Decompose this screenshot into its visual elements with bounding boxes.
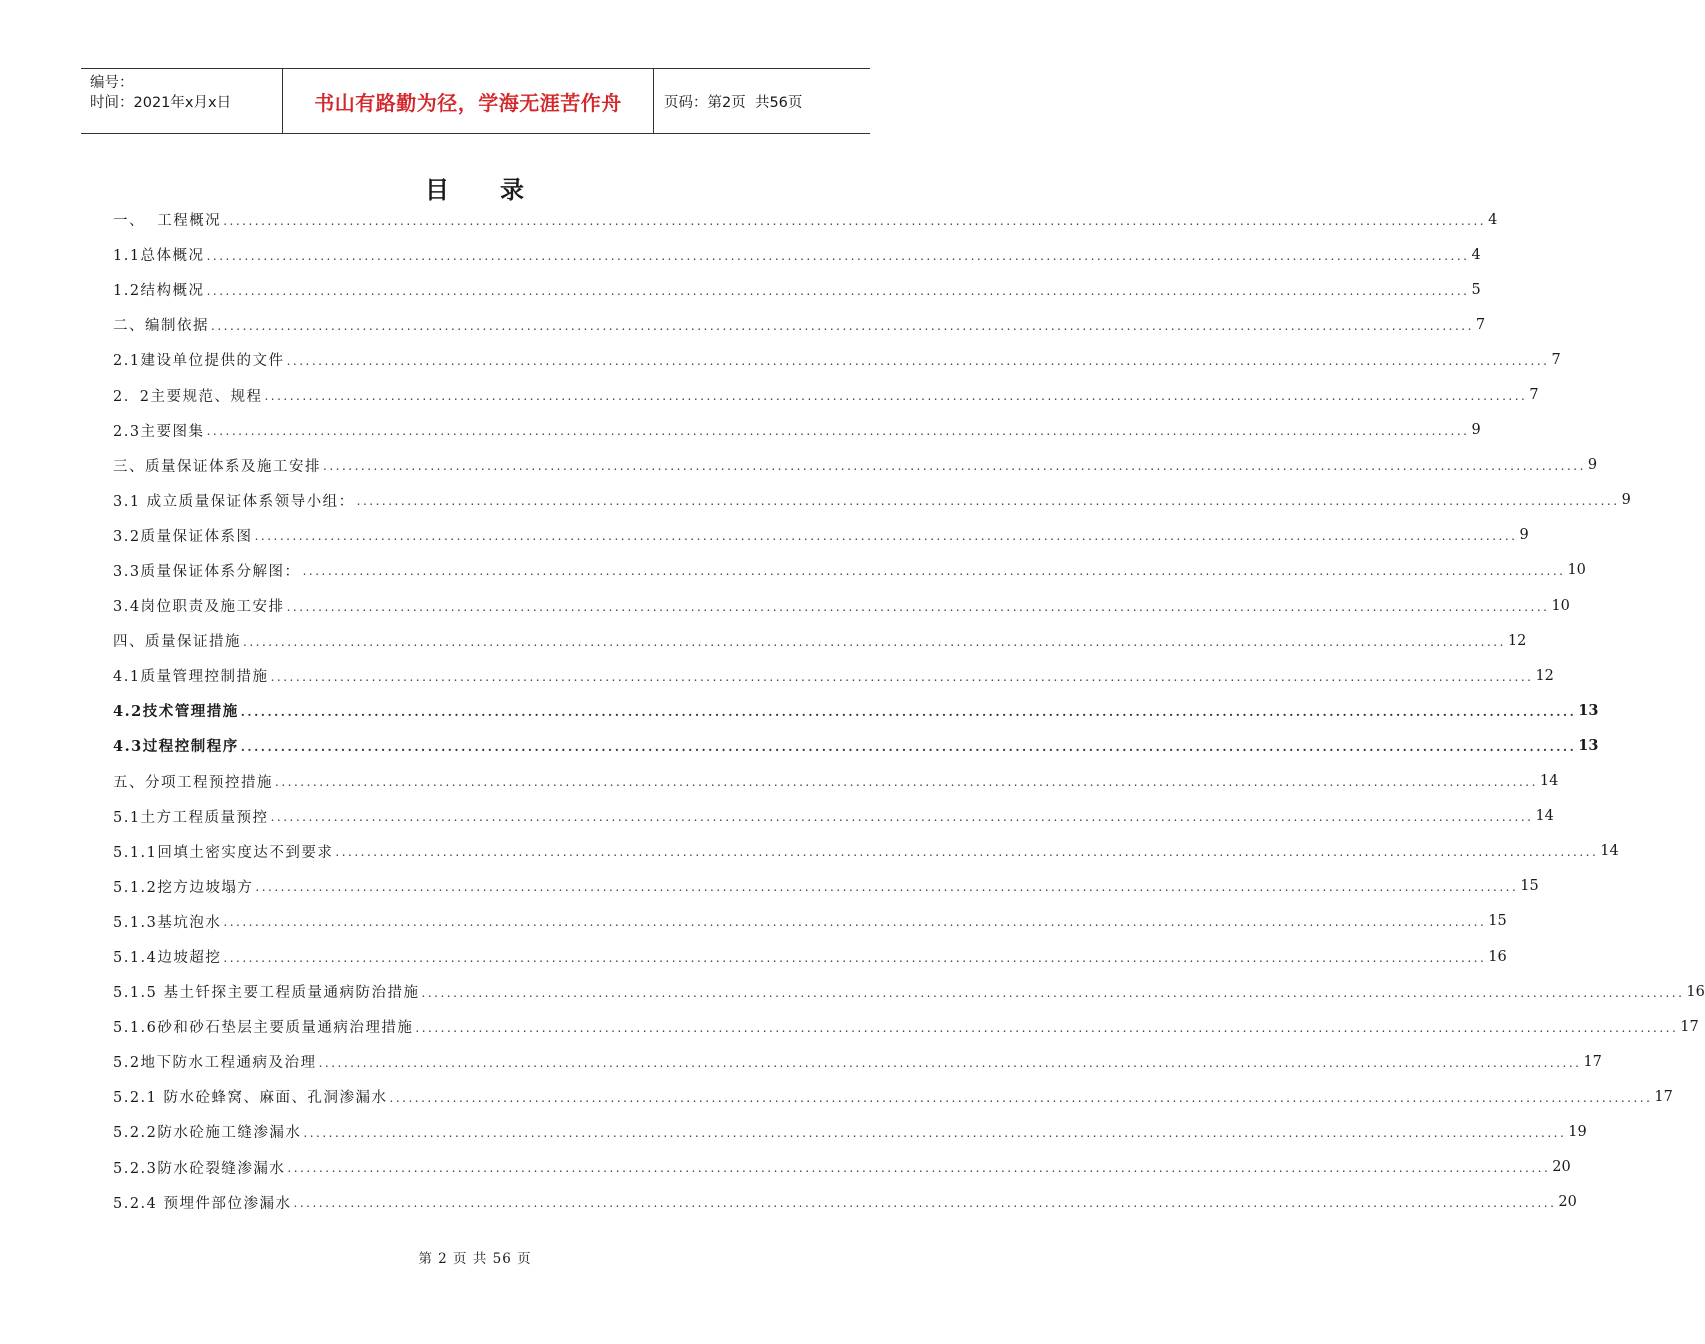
toc-entry-label: 5.2.4 预埋件部位渗漏水 <box>113 1195 292 1212</box>
toc-entry-label: 1.2结构概况 <box>113 283 205 300</box>
toc-entry-label: 5.2.1 防水砼蜂窝、麻面、孔洞渗漏水 <box>113 1090 388 1107</box>
date-label: 时间：2021年x月x日 <box>90 95 232 111</box>
toc-entry-label: 5.2.3防水砼裂缝渗漏水 <box>113 1160 286 1177</box>
toc-leader-dots: ........................................................................................................................................................................................................ <box>318 1055 1582 1070</box>
toc-entry-page: 13 <box>1578 737 1599 755</box>
toc-entry-label: 4.3过程控制程序 <box>113 738 239 756</box>
toc-entry[interactable] <box>113 518 1529 553</box>
toc-entry[interactable] <box>113 799 1554 834</box>
toc-entry-page: 16 <box>1686 983 1705 1000</box>
toc-entry-page: 14 <box>1600 843 1619 860</box>
header-meta <box>81 69 283 133</box>
toc-entry[interactable] <box>113 1009 1699 1044</box>
toc-entry-label: 二、编制依据 <box>113 318 209 335</box>
toc-leader-dots: ........................................................................................................................................................................................................ <box>240 704 1577 719</box>
toc-leader-dots: ........................................................................................................................................................................................................ <box>223 915 1487 930</box>
toc-entry-page: 15 <box>1520 878 1539 895</box>
toc-entry-page: 7 <box>1551 351 1561 368</box>
toc-entry-page: 9 <box>1519 527 1529 544</box>
toc-leader-dots: ........................................................................................................................................................................................................ <box>335 845 1599 860</box>
toc-entry-label: 3.1 成立质量保证体系领导小组： <box>113 493 355 510</box>
page-header <box>81 68 870 134</box>
toc-leader-dots: ........................................................................................................................................................................................................ <box>303 1125 1567 1140</box>
toc-leader-dots: ........................................................................................................................................................................................................ <box>293 1196 1557 1211</box>
title-right-char: 录 <box>500 176 525 204</box>
toc-entry[interactable] <box>113 448 1598 483</box>
toc-entry-label: 2.1建设单位提供的文件 <box>113 353 285 370</box>
toc-entry-page: 13 <box>1578 702 1599 720</box>
toc-entry-label: 5.1土方工程质量预控 <box>113 809 269 826</box>
toc-entry-label: 一、 工程概况 <box>113 213 222 230</box>
toc-entry-label: 5.1.1回填土密实度达不到要求 <box>113 844 334 861</box>
toc-entry[interactable] <box>113 693 1599 728</box>
toc-entry[interactable] <box>113 1150 1571 1185</box>
toc-leader-dots: ........................................................................................................................................................................................................ <box>323 459 1586 474</box>
toc-entry[interactable] <box>113 939 1507 974</box>
toc-entry[interactable] <box>113 658 1554 693</box>
toc-leader-dots: ........................................................................................................................................................................................................ <box>264 389 1528 404</box>
toc-entry[interactable] <box>113 1114 1587 1149</box>
toc-entry[interactable] <box>113 728 1599 763</box>
toc-entry[interactable] <box>113 834 1619 869</box>
toc-entry[interactable] <box>113 483 1631 518</box>
toc-entry[interactable] <box>113 553 1586 588</box>
toc-entry-page: 17 <box>1583 1053 1602 1070</box>
toc-entry-label: 4.2技术管理措施 <box>113 703 239 721</box>
toc-entry-page: 10 <box>1567 562 1586 579</box>
toc-entry-page: 12 <box>1507 632 1527 649</box>
toc-entry[interactable] <box>113 377 1539 412</box>
toc-entry[interactable] <box>113 342 1561 377</box>
toc-leader-dots: ........................................................................................................................................................................................................ <box>243 634 1506 649</box>
toc-entry-page: 9 <box>1621 492 1631 509</box>
toc-leader-dots: ........................................................................................................................................................................................................ <box>255 880 1519 895</box>
toc-entry-label: 5.2地下防水工程通病及治理 <box>113 1055 317 1072</box>
toc-entry-label: 5.1.6砂和砂石垫层主要质量通病治理措施 <box>113 1020 414 1037</box>
toc-leader-dots: ........................................................................................................................................................................................................ <box>275 775 1538 790</box>
toc-leader-dots: ........................................................................................................................................................................................................ <box>206 248 1470 263</box>
toc-leader-dots: ........................................................................................................................................................................................................ <box>206 283 1470 298</box>
toc-leader-dots: ........................................................................................................................................................................................................ <box>270 669 1534 684</box>
toc-entry[interactable] <box>113 272 1481 307</box>
toc-leader-dots: ........................................................................................................................................................................................................ <box>415 1020 1679 1035</box>
toc-entry[interactable] <box>113 869 1539 904</box>
toc-entry-page: 5 <box>1471 281 1481 298</box>
toc-leader-dots: ........................................................................................................................................................................................................ <box>270 810 1534 825</box>
toc-entry[interactable] <box>113 307 1486 342</box>
toc-entry-label: 1.1总体概况 <box>113 248 205 265</box>
toc-entry-label: 5.2.2防水砼施工缝渗漏水 <box>113 1125 302 1142</box>
page-info-text: 页码：第2页 共56页 <box>664 94 803 111</box>
toc-entry[interactable] <box>113 1185 1577 1220</box>
toc-entry-page: 19 <box>1568 1123 1587 1140</box>
page-footer: 第 2 页 共 56 页 <box>418 1251 532 1267</box>
toc-entry-page: 16 <box>1488 948 1507 965</box>
toc-leader-dots: ........................................................................................................................................................................................................ <box>206 424 1470 439</box>
toc-entry-page: 7 <box>1475 316 1486 333</box>
toc-entry[interactable] <box>113 764 1559 799</box>
toc-leader-dots: ........................................................................................................................................................................................................ <box>421 985 1685 1000</box>
toc-entry-page: 20 <box>1558 1194 1577 1211</box>
toc-entry-label: 五、分项工程预控措施 <box>113 774 273 791</box>
toc-entry[interactable] <box>113 1044 1602 1079</box>
toc-entry-label: 3.3质量保证体系分解图： <box>113 563 301 580</box>
toc-entry-page: 4 <box>1471 246 1481 263</box>
toc-entry-page: 9 <box>1471 422 1481 439</box>
toc-leader-dots: ........................................................................................................................................................................................................ <box>223 950 1487 965</box>
toc-entry-label: 5.1.4边坡超挖 <box>113 950 222 967</box>
table-of-contents <box>113 202 1705 1220</box>
toc-entry-page: 20 <box>1552 1159 1571 1176</box>
toc-entry-label: 5.1.5 基土钎探主要工程质量通病防治措施 <box>113 985 420 1002</box>
toc-entry-page: 15 <box>1488 913 1507 930</box>
toc-entry-page: 17 <box>1680 1018 1699 1035</box>
toc-entry[interactable] <box>113 237 1481 272</box>
header-page-info <box>654 69 870 133</box>
toc-entry-label: 5.1.3基坑泡水 <box>113 914 222 931</box>
toc-leader-dots: ........................................................................................................................................................................................................ <box>356 494 1620 509</box>
toc-leader-dots: ........................................................................................................................................................................................................ <box>211 318 1474 333</box>
toc-entry-page: 17 <box>1654 1088 1673 1105</box>
toc-entry-label: 4.1质量管理控制措施 <box>113 669 269 686</box>
toc-entry-page: 14 <box>1539 773 1559 790</box>
toc-leader-dots: ........................................................................................................................................................................................................ <box>223 213 1487 228</box>
toc-leader-dots: ........................................................................................................................................................................................................ <box>286 353 1550 368</box>
toc-entry[interactable] <box>113 904 1507 939</box>
toc-entry[interactable] <box>113 974 1705 1009</box>
toc-leader-dots: ........................................................................................................................................................................................................ <box>240 739 1577 754</box>
toc-entry-page: 12 <box>1535 667 1554 684</box>
toc-entry-page: 14 <box>1535 808 1554 825</box>
toc-entry[interactable] <box>113 413 1481 448</box>
toc-entry[interactable] <box>113 1079 1673 1114</box>
toc-entry-page: 7 <box>1529 387 1539 404</box>
toc-entry-label: 三、质量保证体系及施工安排 <box>113 458 321 475</box>
toc-leader-dots: ........................................................................................................................................................................................................ <box>302 564 1566 579</box>
toc-entry-label: 5.1.2挖方边坡塌方 <box>113 879 254 896</box>
toc-entry[interactable] <box>113 588 1570 623</box>
code-label: 编号： <box>90 75 134 91</box>
toc-entry[interactable] <box>113 623 1527 658</box>
toc-entry[interactable] <box>113 202 1498 237</box>
toc-entry-label: 2.3主要图集 <box>113 423 205 440</box>
page-title <box>0 170 950 205</box>
header-motto: 书山有路勤为径，学海无涯苦作舟 <box>283 69 654 133</box>
toc-leader-dots: ........................................................................................................................................................................................................ <box>286 599 1550 614</box>
toc-entry-label: 3.4岗位职责及施工安排 <box>113 599 285 616</box>
toc-entry-page: 10 <box>1551 597 1570 614</box>
toc-entry-label: 2．2主要规范、规程 <box>113 388 263 405</box>
toc-entry-label: 3.2质量保证体系图 <box>113 528 253 545</box>
toc-leader-dots: ........................................................................................................................................................................................................ <box>287 1161 1551 1176</box>
toc-entry-page: 4 <box>1488 211 1498 228</box>
toc-entry-label: 四、质量保证措施 <box>113 634 241 651</box>
toc-leader-dots: ........................................................................................................................................................................................................ <box>254 529 1518 544</box>
toc-leader-dots: ........................................................................................................................................................................................................ <box>389 1090 1653 1105</box>
toc-entry-page: 9 <box>1587 457 1598 474</box>
title-left-char: 目 <box>425 176 450 204</box>
